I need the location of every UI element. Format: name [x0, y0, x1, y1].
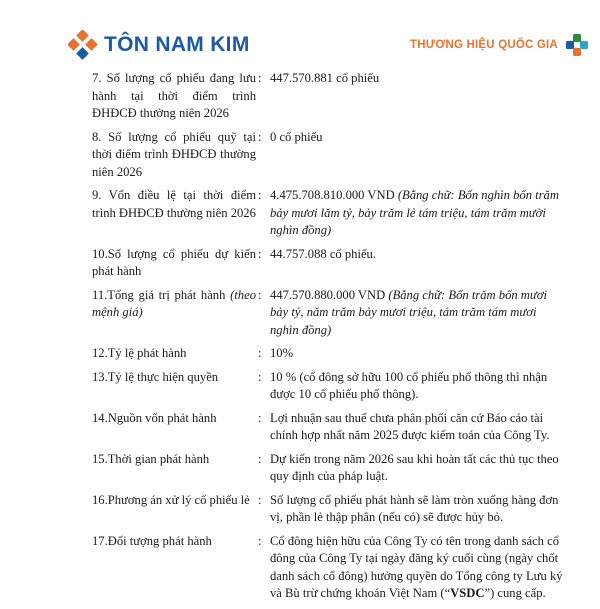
list-item — [92, 287, 570, 340]
item-value: 10% — [270, 346, 294, 360]
company-logo — [68, 30, 250, 60]
diamond-logo-icon — [68, 30, 98, 60]
item-label: 14.Nguồn vốn phát hành — [92, 410, 217, 425]
list-item — [92, 246, 570, 281]
value-tail: ”) cung cấp. — [484, 586, 546, 600]
item-value — [270, 287, 566, 340]
item-colon: : — [258, 129, 262, 144]
item-value: 0 cổ phiếu — [270, 129, 323, 144]
list-item — [92, 410, 570, 445]
item-value — [270, 533, 566, 603]
value-text: Cổ đông hiện hữu của Công Ty có tên trong danh sách cổ đông của Công Ty tại ngày đăng ký cuối cùng (ngày chốt danh sách cổ đông) hưởng quyền do Tổng công ty Lưu ký và Bù trừ chứng khoán Việt Nam (“ — [270, 533, 563, 600]
item-colon: : — [258, 492, 262, 507]
item-colon: : — [258, 246, 262, 261]
item-colon: : — [258, 369, 262, 384]
item-value — [270, 187, 566, 240]
item-colon: : — [258, 71, 262, 85]
value-text: 4.475.708.810.000 VND — [270, 188, 398, 202]
national-brand-icon — [564, 32, 590, 58]
list-item — [92, 345, 570, 363]
item-label: 15.Thời gian phát hành — [92, 451, 210, 466]
label-text: 11.Tổng giá trị phát hành — [92, 287, 231, 302]
value-text: 447.570.880.000 VND — [270, 287, 389, 302]
item-colon: : — [258, 451, 262, 466]
page-header — [0, 0, 600, 64]
document-body — [92, 70, 570, 609]
value-note: (Bằng chữ: Bốn nghìn bốn trăm bảy mươi lăm tỷ, bảy trăm lẻ tám triệu, tám trăm mười nghìn đồng) — [270, 188, 559, 237]
brand-tagline: THƯƠNG HIỆU QUỐC GIA — [410, 39, 558, 51]
item-label: 17.Đối tượng phát hành — [92, 533, 212, 548]
item-colon: : — [258, 188, 262, 202]
list-item — [92, 492, 570, 527]
item-label: 8. Số lượng cổ phiếu quỹ tại thời điểm trình ĐHĐCĐ thường niên 2026 — [92, 129, 256, 179]
list-item — [92, 187, 570, 240]
item-value: 44.757.088 cổ phiếu. — [270, 246, 376, 261]
label-note: (theo mệnh giá) — [92, 287, 256, 319]
national-brand — [410, 32, 590, 58]
item-colon: : — [258, 410, 262, 425]
item-label — [92, 287, 256, 340]
item-label: 10.Số lượng cổ phiếu dự kiến phát hành — [92, 246, 256, 278]
value-bold: VSDC — [450, 586, 485, 600]
list-item — [92, 70, 570, 123]
value-note: (Bằng chữ: Bốn trăm bốn mươi bảy tỷ, năm trăm bảy mươi triệu, tám trăm tám mươi nghìn đồng) — [270, 287, 547, 337]
item-label: 12.Tỷ lệ phát hành — [92, 346, 187, 360]
item-value: 10 % (cổ đông sở hữu 100 cổ phiếu phổ thông thì nhận được 10 cổ phiếu phổ thông). — [270, 369, 548, 401]
item-label: 9. Vốn điều lệ tại thời điểm trình ĐHĐCĐ thường niên 2026 — [92, 188, 256, 220]
item-value: Dự kiến trong năm 2026 sau khi hoàn tất các thủ tục theo quy định của pháp luật. — [270, 451, 559, 483]
company-name: TÔN NAM KIM — [104, 33, 250, 56]
item-label: 16.Phương án xử lý cổ phiếu lẻ — [92, 492, 250, 507]
list-item — [92, 451, 570, 486]
item-label: 7. Số lượng cổ phiếu đang lưu hành tại thời điểm trình ĐHĐCĐ thường niên 2026 — [92, 71, 256, 120]
item-colon: : — [258, 533, 262, 548]
item-label: 13.Tỷ lệ thực hiện quyền — [92, 369, 219, 384]
item-colon: : — [258, 287, 262, 302]
item-value: 447.570.881 cổ phiếu — [270, 71, 380, 85]
item-value: Số lượng cổ phiếu phát hành sẽ làm tròn xuống hàng đơn vị, phần lẻ thập phân (nếu có) sẽ được hủy bỏ. — [270, 492, 559, 524]
list-item — [92, 533, 570, 603]
item-value: Lợi nhuận sau thuế chưa phân phối căn cứ Báo cáo tài chính hợp nhất năm 2025 được kiểm toán của Công Ty. — [270, 410, 550, 442]
list-item — [92, 129, 570, 182]
item-colon: : — [258, 346, 262, 360]
list-item — [92, 369, 570, 404]
